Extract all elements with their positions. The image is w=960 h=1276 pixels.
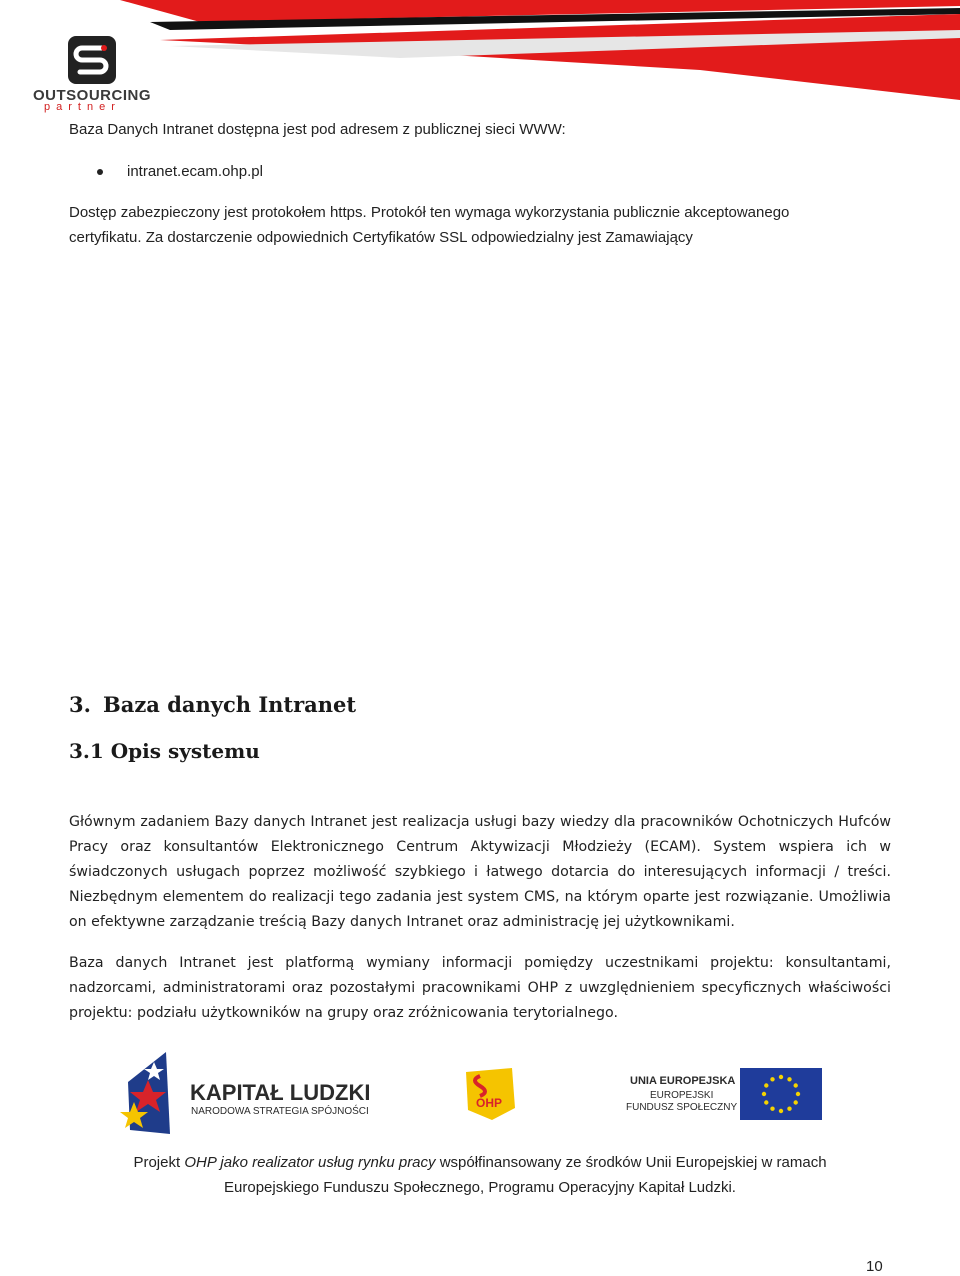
eu-star	[779, 1075, 783, 1079]
ue-line-3: FUNDUSZ SPOŁECZNY	[626, 1102, 738, 1113]
subsection-heading: 3.1 Opis systemu	[69, 739, 260, 763]
eu-star	[764, 1083, 768, 1087]
ohp-logo	[466, 1068, 515, 1120]
eu-star	[770, 1107, 774, 1111]
section-number: 3.	[69, 692, 91, 717]
eu-star	[764, 1100, 768, 1104]
section-heading	[69, 692, 356, 717]
eu-star	[770, 1077, 774, 1081]
body-paragraph-1: Głównym zadaniem Bazy danych Intranet jest realizacja usługi bazy wiedzy dla pracowników Ochotniczych Hufców Pracy oraz konsultantów Elektronicznego Centrum Aktywizacji Młodzieży (ECAM). System wspiera ich w świadczonych usługach poprzez możliwość szybkiego i łatwego dotarcia do interesujących informacji / treści. Niezbędnym elementem do realizacji tego zadania jest system CMS, na którym oparte jest rozwiązanie. Umożliwia on efektywne zarządzanie treścią Bazy danych Intranet oraz administrację jej użytkownikami.	[69, 814, 891, 930]
ohp-label: OHP	[476, 1096, 503, 1110]
ue-line-2: EUROPEJSKI	[650, 1090, 714, 1101]
footer-post: współfinansowany ze środków Unii Europejskiej w ramach	[435, 1154, 827, 1171]
intro-paragraph-1: Baza Danych Intranet dostępna jest pod adresem z publicznej sieci WWW:	[69, 121, 566, 138]
eu-star	[796, 1092, 800, 1096]
eu-star	[794, 1100, 798, 1104]
eu-star	[794, 1083, 798, 1087]
eu-star	[779, 1109, 783, 1113]
logo-subtitle: partner	[44, 101, 121, 113]
eu-star	[762, 1092, 766, 1096]
logo-wordmark: OUTSOURCING	[33, 87, 151, 104]
page-number: 10	[866, 1258, 883, 1275]
footer-pre: Projekt	[133, 1154, 185, 1171]
unia-europejska-logo	[626, 1068, 822, 1120]
kapital-ludzki-subtitle: NARODOWA STRATEGIA SPÓJNOŚCI	[191, 1106, 369, 1117]
footer-project-name: OHP jako realizator usług rynku pracy	[184, 1154, 436, 1171]
eu-star	[787, 1077, 791, 1081]
section-title: Baza danych Intranet	[103, 692, 357, 717]
kapital-ludzki-title: KAPITAŁ LUDZKI	[190, 1080, 371, 1105]
bullet-icon	[97, 169, 103, 175]
intranet-address: intranet.ecam.ohp.pl	[127, 163, 263, 180]
kapital-ludzki-logo	[120, 1052, 370, 1134]
body-paragraph-2: Baza danych Intranet jest platformą wymiany informacji pomiędzy uczestnikami projektu: konsultantami, nadzorcami, administratorami oraz pozostałymi pracownikami OHP z uwzględnieniem specyficznych właściwości projektu: podziału użytkowników na grupy oraz zróżnicowania terytorialnego.	[69, 955, 891, 1021]
eu-star	[787, 1107, 791, 1111]
footer-note	[70, 1150, 890, 1200]
footer-line-2: Europejskiego Funduszu Społecznego, Programu Operacyjny Kapitał Ludzki.	[224, 1179, 736, 1196]
ue-line-1: UNIA EUROPEJSKA	[630, 1075, 736, 1087]
intro-paragraph-2-line-1: Dostęp zabezpieczony jest protokołem https. Protokół ten wymaga wykorzystania publicznie akceptowanego	[69, 204, 790, 221]
intro-paragraph-2-line-2: certyfikatu. Za dostarczenie odpowiednich Certyfikatów SSL odpowiedzialny jest Zamawiający	[69, 229, 693, 246]
funding-logos	[120, 1050, 840, 1140]
